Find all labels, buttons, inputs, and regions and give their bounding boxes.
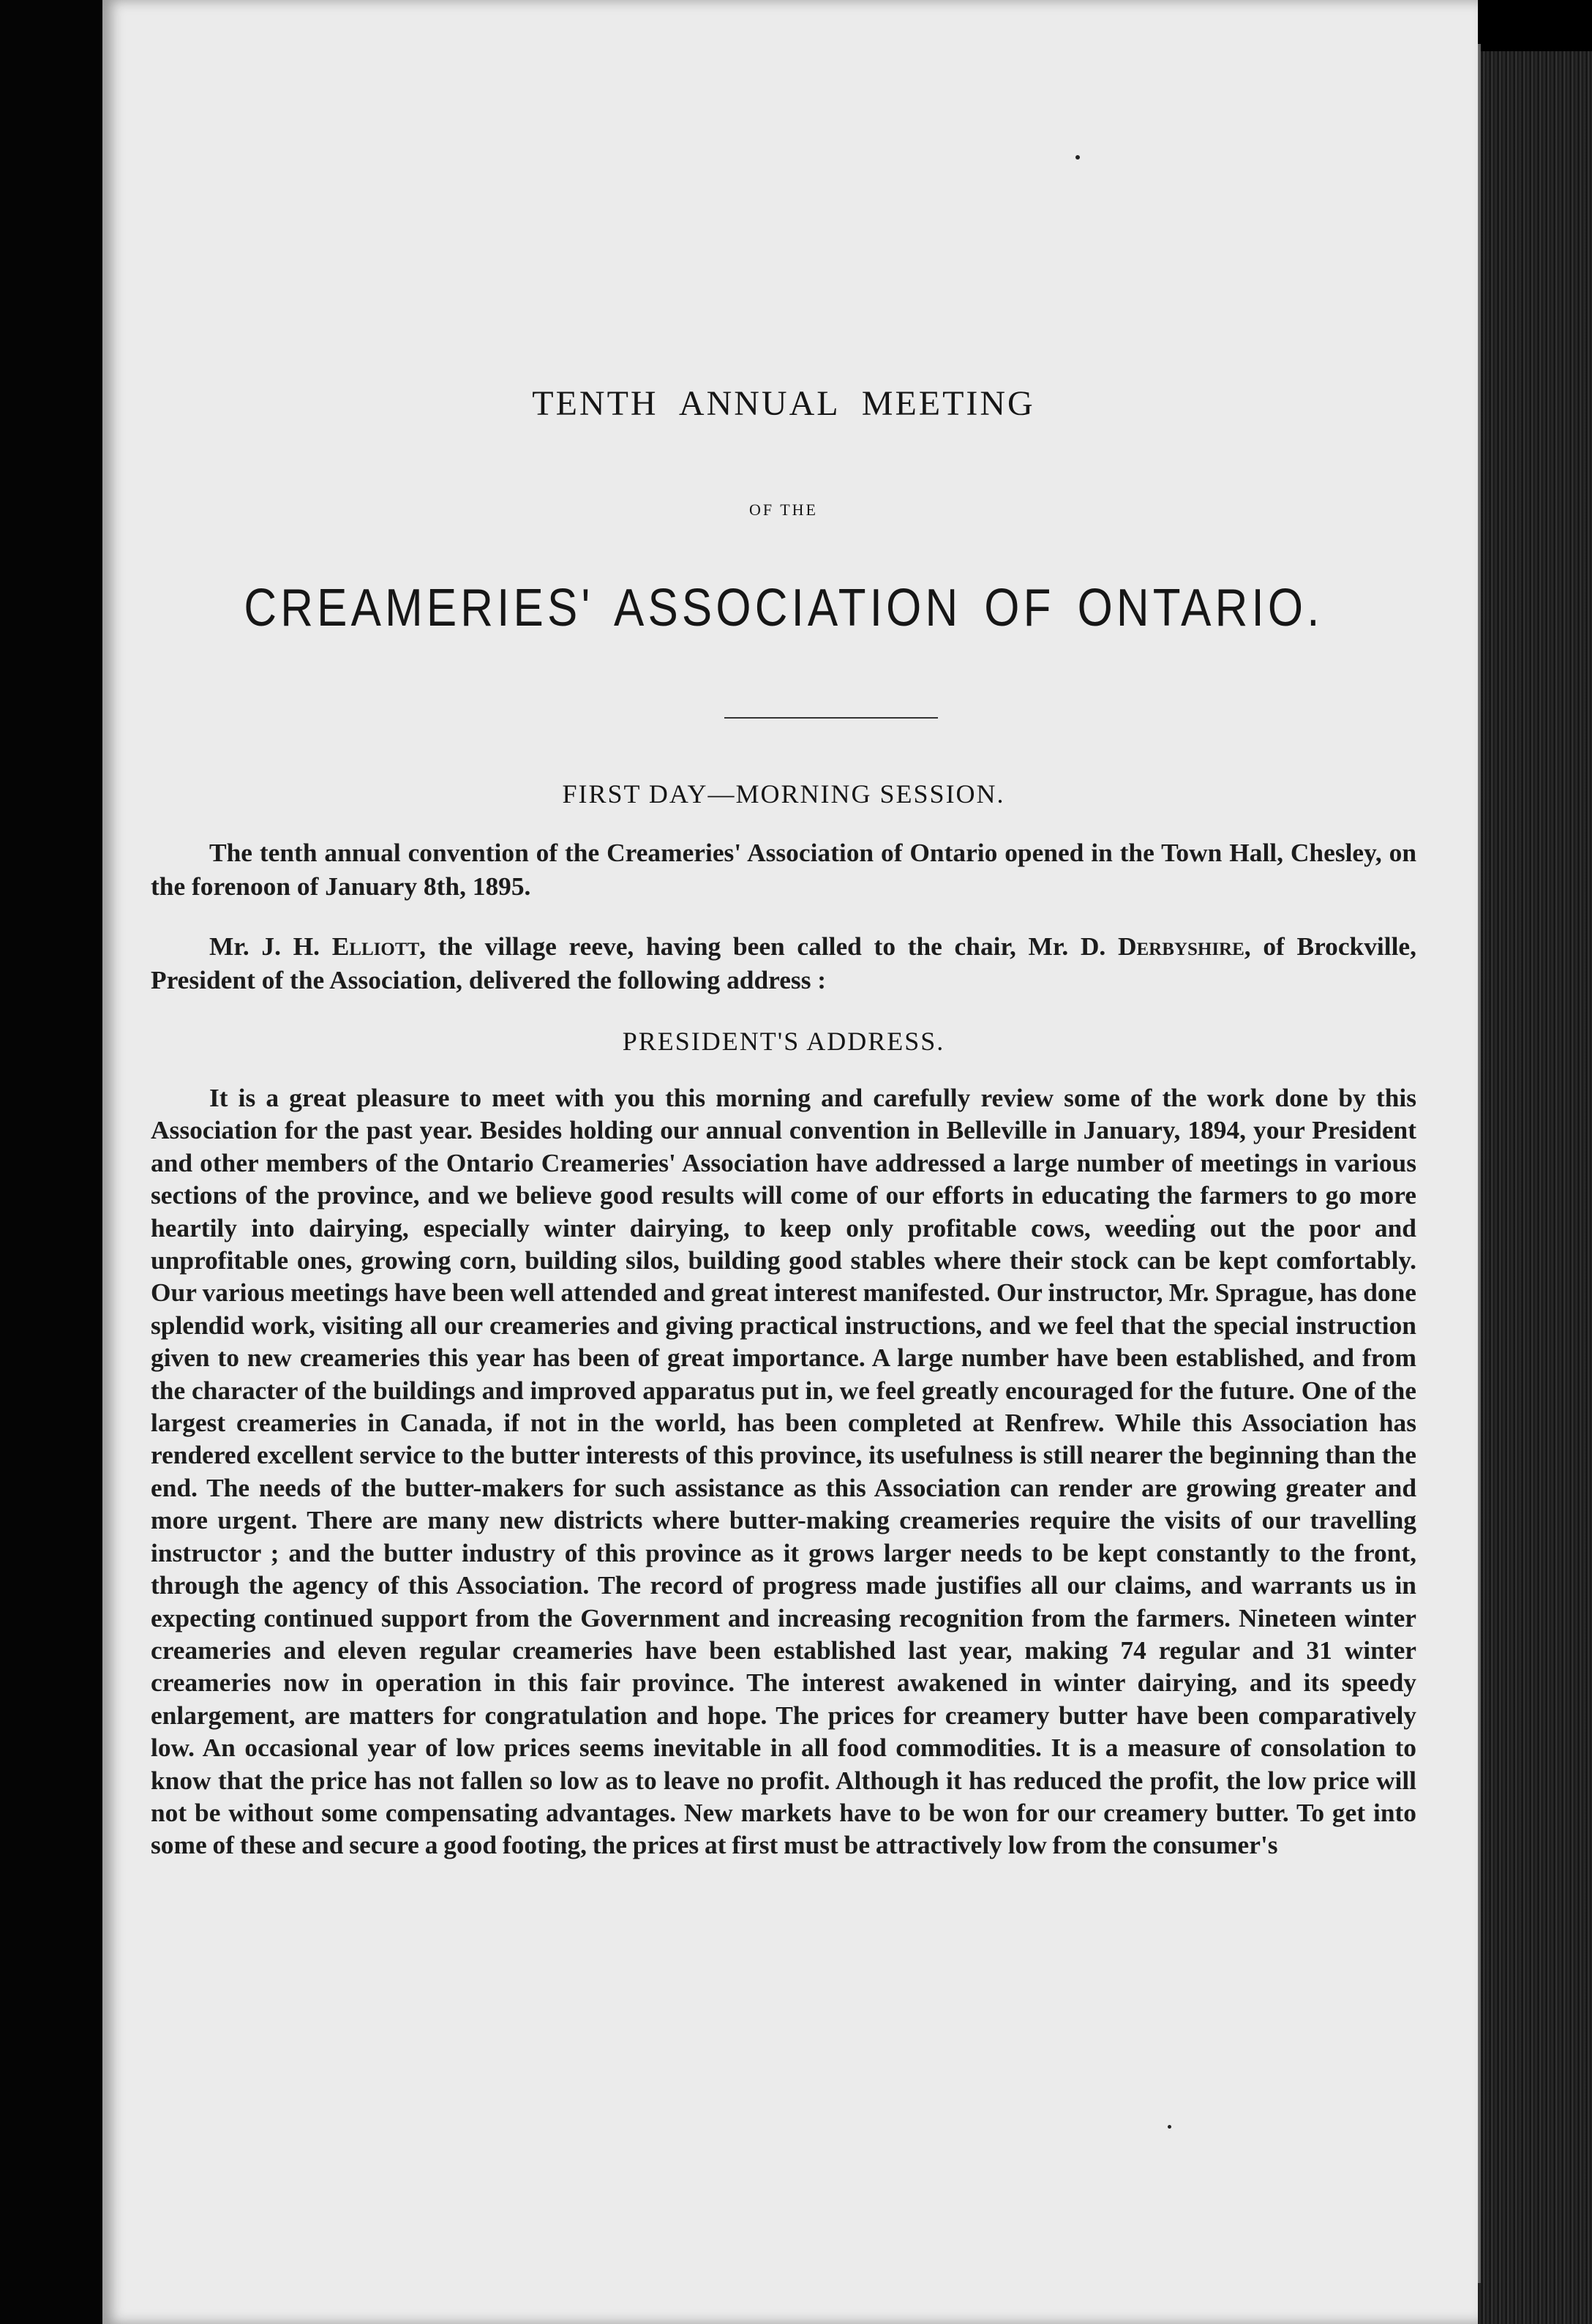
ink-speck xyxy=(1168,2125,1171,2129)
association-title: CREAMERIES' ASSOCIATION OF ONTARIO. xyxy=(244,579,1323,637)
scan-border-left xyxy=(0,0,102,2324)
chair-text-suffix: , of Brockville, President of the Association, delivered the following address : xyxy=(151,932,1416,994)
title-connector: OF THE xyxy=(749,501,818,519)
meeting-title: TENTH ANNUAL MEETING xyxy=(532,384,1035,423)
scan-border-top-right xyxy=(1463,0,1592,51)
address-body: It is a great pleasure to meet with you this morning and carefully review some of the work done by this Association for the past year. Besides holding our annual convention in Belleville in January, 1894, your President and other members of the Ontario Creameries' Association have addressed a large number of meetings in various sections of the province, and we believe good results will come of our efforts in educating the farmers to go more heartily into dairying, especially winter dairying, to keep only profitable cows, weeding out the poor and unprofitable ones, growing corn, building silos, building good stables where their stock can be kept comfortably. Our various meetings have been well attended and great interest manifested. Our instructor, Mr. Sprague, has done splendid work, visiting all our creameries and giving practical instructions, and we feel that the special instruction given to new creameries this year has been of great importance. A large number have been established, and from the character of the buildings and improved apparatus put in, we feel greatly encouraged for the future. One of the largest creameries in Canada, if not in the world, has been completed at Renfrew. While this Association has rendered excellent service to the butter interests of this province, its usefulness is still nearer the beginning than the end. The needs of the butter-makers for such assistance as this Association can render are growing greater and more urgent. There are many new districts where butter-making creameries require the visits of our travelling instructor ; and the butter industry of this province as it grows larger needs to be kept constantly to the front, through the agency of this Association. The record of progress made justifies all our claims, and warrants us in expecting continued support from the Government and increasing recognition from the farmers. Nineteen winter creameries and eleven regular creameries have been established last year, making 74 regular and 31 winter creameries now in operation in this fair province. The interest awakened in winter dairying, and its speedy enlargement, are matters for congratulation and hope. The prices for creamery butter have been comparatively low. An occasional year of low prices seems inevitable in all food commodities. It is a measure of consolation to know that the price has not fallen so low as to leave no profit. Although it has reduced the profit, the low price will not be without some compensating advantages. New markets have to be won for our creamery butter. To get into some of these and secure a good footing, the prices at first must be attractively low from the consumer's xyxy=(151,1083,1416,1860)
chair-text-middle: , the village reeve, having been called to the chair, Mr. D. xyxy=(419,932,1118,961)
document-page xyxy=(102,0,1478,2324)
chair-text-prefix: Mr. J. H. xyxy=(209,932,332,961)
book-page-edges xyxy=(1478,51,1592,2324)
opening-paragraph: The tenth annual convention of the Creameries' Association of Ontario opened in the Town Hall, Chesley, on the forenoon of January 8th, 1895. xyxy=(151,838,1416,901)
chair-paragraph xyxy=(151,929,1416,997)
session-heading: FIRST DAY—MORNING SESSION. xyxy=(562,779,1005,809)
address-heading: PRESIDENT'S ADDRESS. xyxy=(622,1027,945,1056)
title-divider xyxy=(724,717,938,719)
ink-speck xyxy=(1075,155,1080,160)
chair-name: Elliott xyxy=(331,932,420,961)
president-name: Derbyshire xyxy=(1117,932,1244,961)
